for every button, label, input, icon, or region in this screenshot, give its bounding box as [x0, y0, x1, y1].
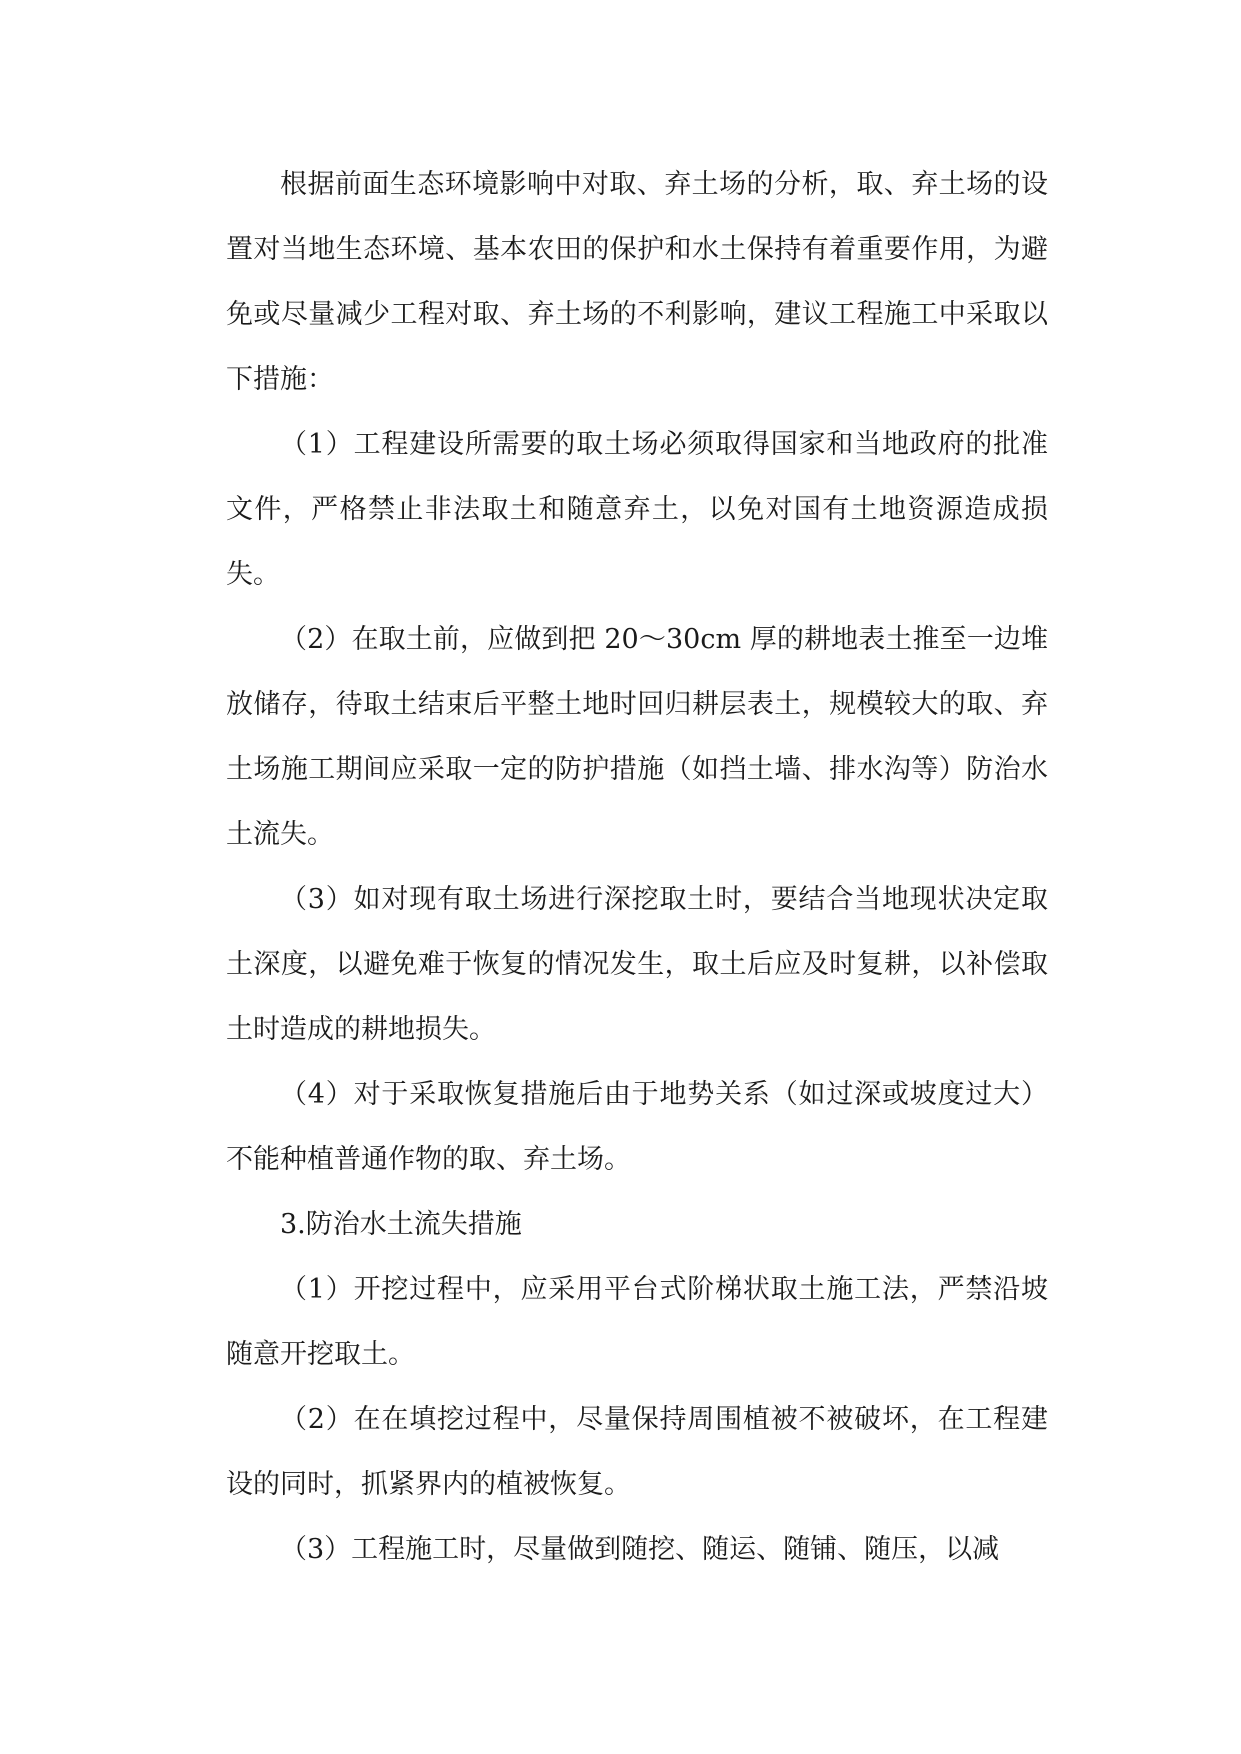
paragraph-item-2: （2）在取土前，应做到把 20～30cm 厚的耕地表土推至一边堆放储存，待取土结束后平整土地时回归耕层表土，规模较大的取、弃土场施工期间应采取一定的防护措施（如挡土墙、排水沟等）防治水土流失。: [226, 624, 1048, 850]
paragraph-item-1: （1）工程建设所需要的取土场必须取得国家和当地政府的批准文件，严格禁止非法取土和随意弃土，以免对国有土地资源造成损失。: [226, 429, 1048, 590]
section-heading: 3.防治水土流失措施: [280, 1209, 522, 1240]
section-paragraph-2: （2）在在填挖过程中，尽量保持周围植被不被破坏，在工程建设的同时，抓紧界内的植被恢复。: [226, 1404, 1048, 1500]
section-paragraph-3: （3）工程施工时，尽量做到随挖、随运、随铺、随压，以减: [280, 1534, 1000, 1565]
paragraph-item-4: （4）对于采取恢复措施后由于地势关系（如过深或坡度过大）不能种植普通作物的取、弃土场。: [226, 1079, 1048, 1175]
paragraph-item-3: （3）如对现有取土场进行深挖取土时，要结合当地现状决定取土深度，以避免难于恢复的情况发生，取土后应及时复耕，以补偿取土时造成的耕地损失。: [226, 884, 1048, 1045]
section-paragraph-1: （1）开挖过程中，应采用平台式阶梯状取土施工法，严禁沿坡随意开挖取土。: [226, 1274, 1048, 1370]
paragraph-intro: 根据前面生态环境影响中对取、弃土场的分析，取、弃土场的设置对当地生态环境、基本农田的保护和水土保持有着重要作用，为避免或尽量减少工程对取、弃土场的不利影响，建议工程施工中采取以下措施：: [226, 169, 1048, 395]
document-body: [226, 152, 1048, 1582]
